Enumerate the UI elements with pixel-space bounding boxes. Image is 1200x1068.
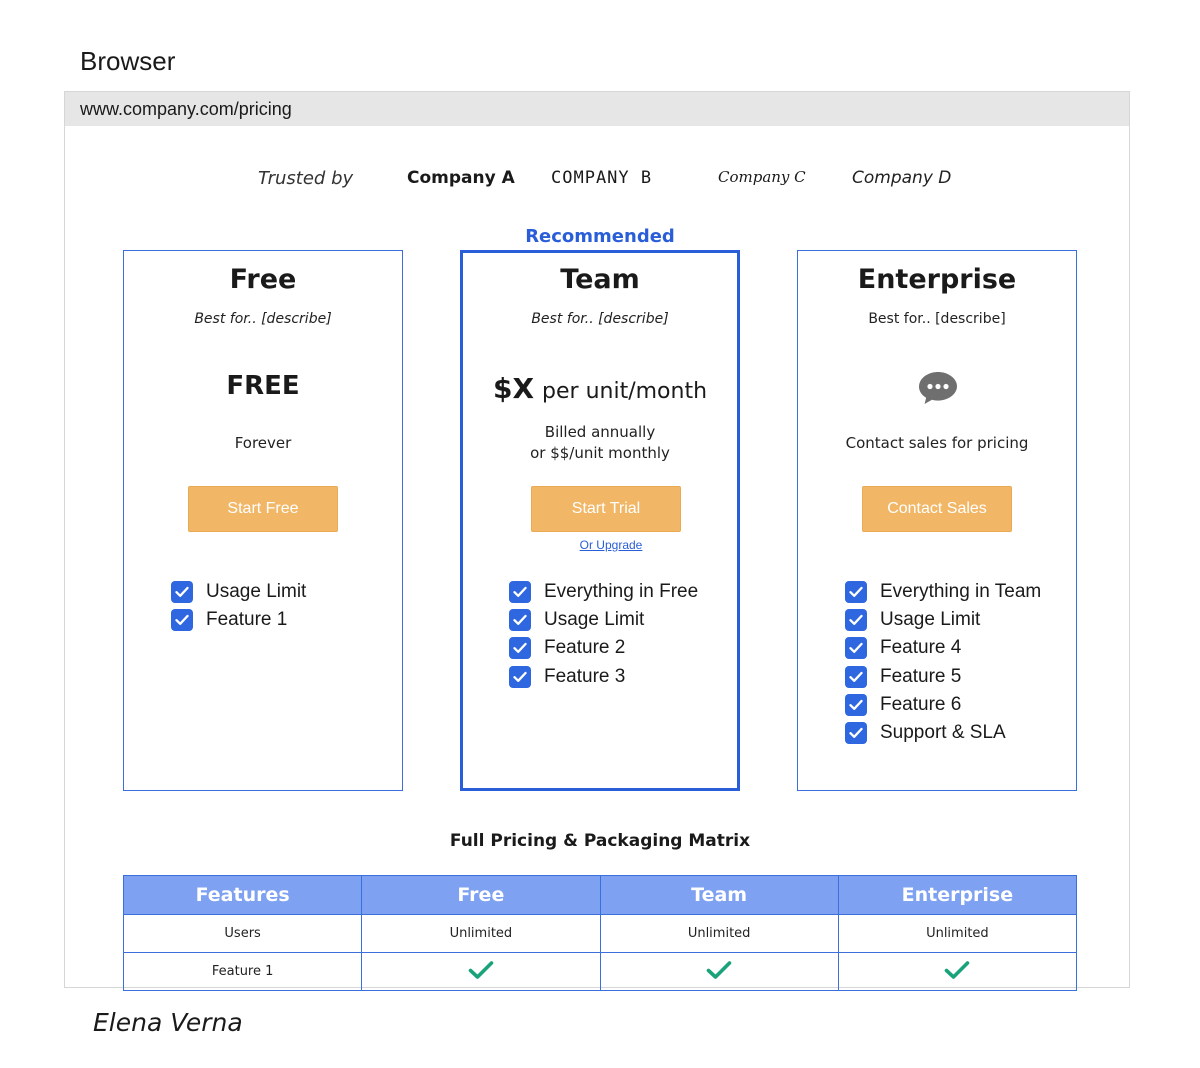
feature-label: Feature 3	[544, 665, 626, 687]
plan-card-team	[460, 250, 740, 791]
author-signature: Elena Verna	[93, 1008, 243, 1037]
feature-item	[509, 663, 698, 691]
browser-label: Browser	[80, 46, 176, 76]
feature-label: Support & SLA	[880, 722, 1006, 744]
checkmark-icon	[706, 960, 732, 984]
feature-label: Usage Limit	[880, 609, 981, 631]
feature-label: Everything in Free	[544, 581, 699, 603]
feature-label: Feature 5	[880, 665, 962, 687]
checkbox-checked-icon	[845, 722, 867, 744]
table-row	[124, 915, 1077, 953]
plan-price-note: Forever	[234, 434, 292, 452]
table-cell: Unlimited	[362, 915, 600, 953]
checkbox-checked-icon	[509, 609, 531, 631]
checkbox-checked-icon	[171, 581, 193, 603]
plan-price	[463, 372, 737, 405]
feature-list	[509, 578, 698, 691]
plan-price-note: Contact sales for pricing	[845, 434, 1029, 452]
checkbox-checked-icon	[171, 609, 193, 631]
column-header-free: Free	[362, 876, 600, 915]
feature-label: Feature 6	[880, 693, 962, 715]
table-header-row	[124, 876, 1077, 915]
table-cell	[600, 953, 838, 991]
feature-item	[509, 606, 698, 634]
address-bar[interactable]: www.company.com/pricing	[65, 92, 1129, 126]
checkbox-checked-icon	[509, 666, 531, 688]
start-free-button[interactable]: Start Free	[188, 486, 338, 532]
checkbox-checked-icon	[845, 581, 867, 603]
trusted-by-label: Trusted by	[258, 168, 354, 189]
checkmark-icon	[468, 960, 494, 984]
company-logo-c: Company C	[718, 168, 806, 186]
table-row	[124, 953, 1077, 991]
checkbox-checked-icon	[845, 694, 867, 716]
checkbox-checked-icon	[845, 666, 867, 688]
company-logo-b: COMPANY B	[551, 168, 653, 188]
contact-sales-button[interactable]: Contact Sales	[862, 486, 1012, 532]
checkbox-checked-icon	[845, 609, 867, 631]
feature-label: Feature 2	[544, 637, 626, 659]
feature-item	[845, 691, 1041, 719]
feature-item	[171, 578, 306, 606]
plan-title: Team	[560, 264, 640, 295]
feature-item	[845, 719, 1041, 747]
plan-price-note	[463, 422, 737, 464]
feature-label: Usage Limit	[544, 609, 645, 631]
plan-price-amount: $X	[492, 372, 535, 405]
table-cell: Unlimited	[600, 915, 838, 953]
plan-price: FREE	[226, 371, 300, 401]
company-logo-d: Company D	[852, 168, 952, 188]
checkmark-icon	[944, 960, 970, 984]
billing-note-annual: Billed annually	[544, 423, 656, 441]
plan-subtitle: Best for.. [describe]	[194, 311, 332, 327]
trusted-by-bar	[0, 168, 1200, 198]
column-header-enterprise: Enterprise	[838, 876, 1076, 915]
feature-list	[845, 578, 1041, 747]
start-trial-button[interactable]: Start Trial	[531, 486, 681, 532]
feature-label: Everything in Team	[880, 581, 1042, 603]
upgrade-link[interactable]: Or Upgrade	[579, 538, 643, 552]
pricing-matrix-table	[123, 875, 1077, 991]
feature-label: Usage Limit	[206, 581, 307, 603]
recommended-label: Recommended	[525, 226, 675, 247]
feature-item	[845, 634, 1041, 662]
checkbox-checked-icon	[509, 581, 531, 603]
plan-subtitle: Best for.. [describe]	[868, 311, 1006, 327]
billing-note-monthly: or $$/unit monthly	[530, 444, 670, 462]
feature-list	[171, 578, 306, 634]
company-logo-a: Company A	[407, 168, 515, 188]
feature-item	[171, 606, 306, 634]
plan-card-free	[123, 250, 403, 791]
matrix-title: Full Pricing & Packaging Matrix	[449, 831, 751, 851]
plan-subtitle: Best for.. [describe]	[531, 311, 669, 327]
feature-name-cell: Users	[124, 915, 362, 953]
plan-price-unit: per unit/month	[542, 379, 708, 404]
plan-title: Free	[229, 264, 297, 295]
chat-bubble-icon	[918, 370, 958, 406]
checkbox-checked-icon	[845, 637, 867, 659]
feature-item	[509, 634, 698, 662]
table-cell	[838, 953, 1076, 991]
column-header-team: Team	[600, 876, 838, 915]
feature-item	[845, 606, 1041, 634]
column-header-features: Features	[124, 876, 362, 915]
feature-item	[845, 663, 1041, 691]
plan-card-enterprise	[797, 250, 1077, 791]
plan-title: Enterprise	[857, 264, 1017, 295]
table-cell: Unlimited	[838, 915, 1076, 953]
feature-label: Feature 1	[206, 609, 288, 631]
table-cell	[362, 953, 600, 991]
checkbox-checked-icon	[509, 637, 531, 659]
feature-item	[845, 578, 1041, 606]
feature-item	[509, 578, 698, 606]
feature-label: Feature 4	[880, 637, 962, 659]
feature-name-cell: Feature 1	[124, 953, 362, 991]
